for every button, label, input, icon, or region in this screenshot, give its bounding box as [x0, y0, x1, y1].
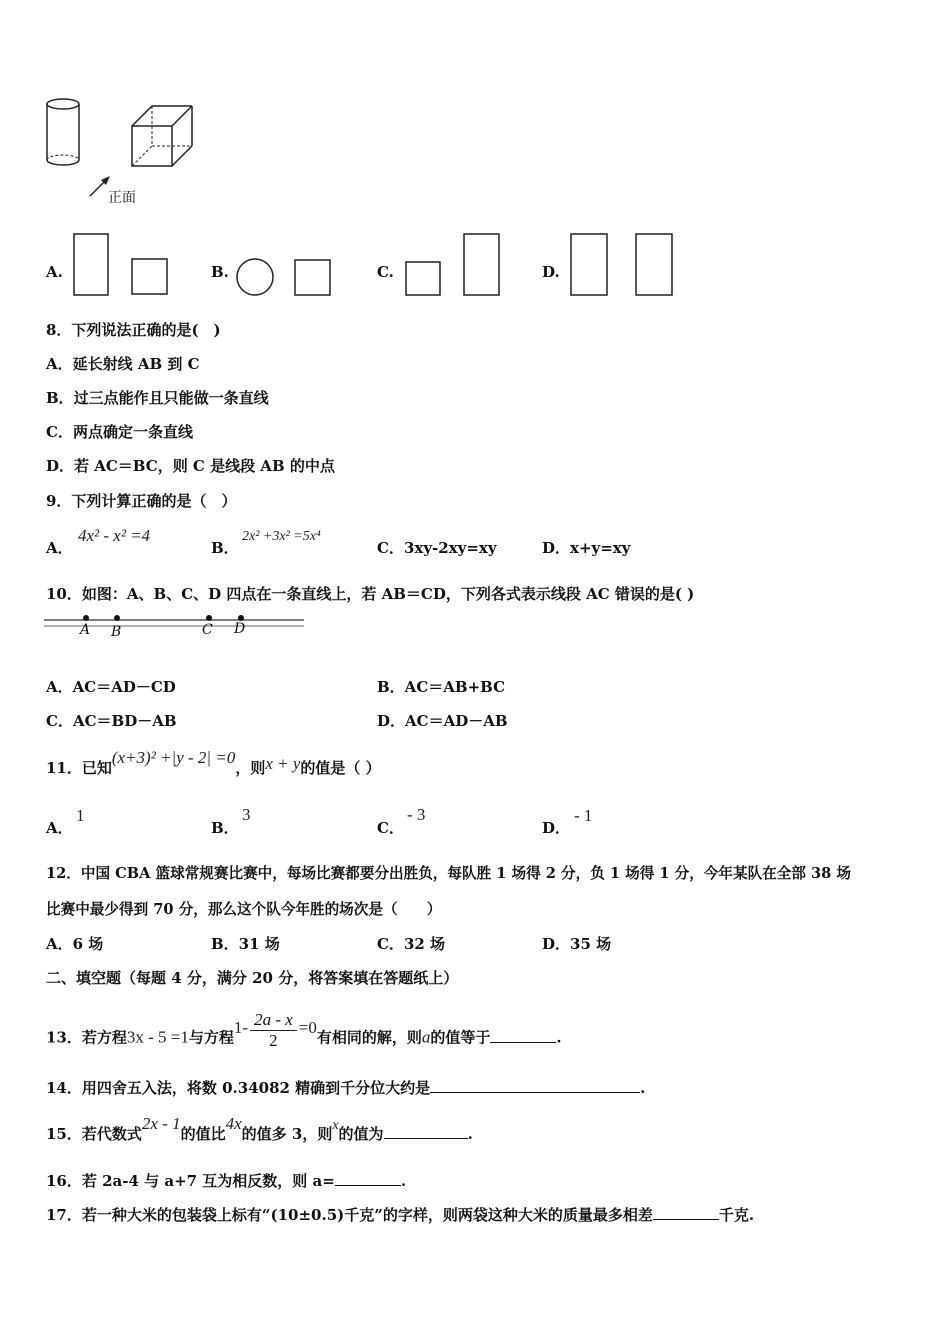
q17-line	[46, 1205, 754, 1225]
point-c-dot	[206, 615, 212, 621]
q9-option-a-formula: 4x² - x² =4	[78, 526, 151, 545]
q7-option-d-letter[interactable]: D.	[542, 263, 560, 281]
point-b-dot	[114, 615, 120, 621]
q7-option-d-drawing	[569, 232, 679, 298]
q8-stem: 8．下列说法正确的是( )	[46, 321, 221, 339]
q11-option-c-letter[interactable]: C．	[377, 819, 404, 837]
q9-stem: 9．下列计算正确的是（ ）	[46, 492, 237, 510]
q11-option-b-letter[interactable]: B．	[211, 819, 239, 837]
q10-option-a[interactable]: A．AC＝AD－CD	[46, 678, 176, 696]
q7-option-b-letter[interactable]: B.	[211, 263, 229, 281]
q11-sum-formula: x + y	[265, 754, 301, 773]
q15-pre: 15．若代数式	[46, 1125, 142, 1143]
q13-fraction	[250, 1010, 297, 1051]
q8-option-a[interactable]: A．延长射线 AB 到 C	[46, 355, 200, 373]
q13-variable: a	[421, 1027, 431, 1047]
q8-option-c[interactable]: C．两点确定一条直线	[46, 423, 193, 441]
q13-equation-1: 3x - 5 =1	[126, 1027, 189, 1047]
q7-option-c-drawing	[404, 232, 504, 298]
q10-line-figure	[44, 612, 306, 648]
q15-expression-2: 4x	[225, 1114, 242, 1133]
solids-figure	[44, 96, 199, 208]
q13-fraction-numerator: 2a - x	[254, 1010, 293, 1029]
point-c-label: C	[202, 622, 213, 638]
point-b-label: B	[111, 624, 122, 640]
q15-end: .	[467, 1125, 473, 1143]
q9-option-b-formula: 2x² +3x² =5x⁴	[242, 529, 321, 544]
point-a-dot	[83, 615, 89, 621]
q7-option-a-drawing	[72, 232, 172, 298]
q14-answer-blank[interactable]	[430, 1078, 640, 1093]
section-fill-in-title: 二、填空题（每题 4 分，满分 20 分，将答案填在答题纸上）	[46, 969, 459, 987]
q10-stem: 10．如图：A、B、C、D 四点在一条直线上，若 AB＝CD，下列各式表示线段 AC 错误的是( )	[46, 585, 695, 603]
q13-end: .	[556, 1028, 562, 1047]
q14-line	[46, 1078, 645, 1098]
q11-option-a-letter[interactable]: A．	[46, 819, 73, 837]
q8-option-d[interactable]: D．若 AC＝BC，则 C 是线段 AB 的中点	[46, 457, 335, 475]
front-label: 正面	[108, 190, 136, 206]
q7-option-b-figure[interactable]	[236, 256, 336, 302]
q12-option-b[interactable]: B．31 场	[211, 935, 280, 953]
q13-pre: 13．若方程	[46, 1028, 127, 1047]
q11-condition-formula: (x+3)² +|y - 2| =0	[111, 748, 236, 767]
q9-option-d[interactable]: D．x+y=xy	[542, 539, 631, 557]
q12-stem-line1: 12．中国 CBA 篮球常规赛比赛中，每场比赛都要分出胜负，每队胜 1 场得 2 分，负 1 场得 1 分，今年某队在全部 38 场	[46, 865, 852, 882]
q11-stem	[46, 748, 381, 778]
q11-option-a-value: 1	[76, 806, 85, 825]
q15-expression-1: 2x - 1	[141, 1114, 181, 1133]
q15-line	[46, 1114, 473, 1146]
q8-option-b[interactable]: B．过三点能作且只能做一条直线	[46, 389, 269, 407]
q16-answer-blank[interactable]	[335, 1171, 401, 1186]
point-d-label: D	[234, 621, 246, 637]
q17-pre: 17．若一种大米的包装袋上标有“(10±0.5)千克”的字样，则两袋这种大米的质量最多相差	[46, 1206, 653, 1224]
q7-option-a-figure[interactable]	[72, 232, 172, 302]
q12-stem-line2: 比赛中最少得到 70 分，那么这个队今年胜的场次是（ ）	[46, 901, 442, 918]
q16-end: .	[400, 1172, 407, 1190]
q15-post: 的值为	[338, 1125, 384, 1143]
q16-line	[46, 1171, 406, 1191]
q13-line	[46, 1010, 562, 1059]
q13-mid: 与方程	[188, 1028, 234, 1047]
q13-equation-2-left: 1-	[233, 1017, 249, 1037]
q12-option-d[interactable]: D．35 场	[542, 935, 612, 953]
q12-option-c[interactable]: C．32 场	[377, 935, 446, 953]
q9-option-a-letter[interactable]: A．	[46, 539, 73, 557]
q17-answer-blank[interactable]	[653, 1205, 719, 1220]
q11-stem-mid: ，则	[235, 759, 266, 777]
q13-fraction-denominator: 2	[269, 1031, 278, 1050]
q13-answer-blank[interactable]	[490, 1028, 556, 1043]
q11-option-d-letter[interactable]: D．	[542, 819, 571, 837]
q9-option-b-letter[interactable]: B．	[211, 539, 239, 557]
q14-text: 14．用四舍五入法，将数 0.34082 精确到千分位大约是	[46, 1079, 431, 1097]
q7-option-d-figure[interactable]	[569, 232, 679, 302]
q12-option-a[interactable]: A．6 场	[46, 935, 104, 953]
q16-pre: 16．若 2a-4 与 a+7 互为相反数，则 a=	[46, 1172, 335, 1190]
q14-end: .	[640, 1079, 646, 1097]
q13-post2: 的值等于	[430, 1028, 491, 1047]
q10-option-b[interactable]: B．AC＝AB+BC	[377, 678, 506, 696]
q10-option-c[interactable]: C．AC＝BD－AB	[46, 712, 177, 730]
q11-stem-post: 的值是（ ）	[300, 759, 381, 777]
q7-option-b-drawing	[236, 256, 336, 298]
q15-mid1: 的值比	[180, 1125, 226, 1143]
q9-option-c[interactable]: C．3xy-2xy=xy	[377, 539, 497, 557]
q11-option-d-value: - 1	[574, 806, 593, 825]
q11-option-c-value: - 3	[407, 805, 426, 824]
point-a-label: A	[80, 622, 91, 638]
q7-option-a-letter[interactable]: A.	[46, 263, 63, 281]
q11-stem-pre: 11．已知	[46, 759, 112, 777]
q11-option-b-value: 3	[242, 805, 251, 824]
q13-equation-2-right: =0	[298, 1017, 317, 1037]
q15-variable: x	[332, 1118, 339, 1133]
q7-option-c-figure[interactable]	[404, 232, 504, 302]
q15-mid2: 的值多 3，则	[241, 1125, 333, 1143]
q10-option-d[interactable]: D．AC＝AD－AB	[377, 712, 508, 730]
q7-option-c-letter[interactable]: C.	[377, 263, 394, 281]
q17-post: 千克.	[718, 1206, 755, 1224]
q13-post: 有相同的解，则	[316, 1028, 422, 1047]
q15-answer-blank[interactable]	[384, 1124, 468, 1139]
